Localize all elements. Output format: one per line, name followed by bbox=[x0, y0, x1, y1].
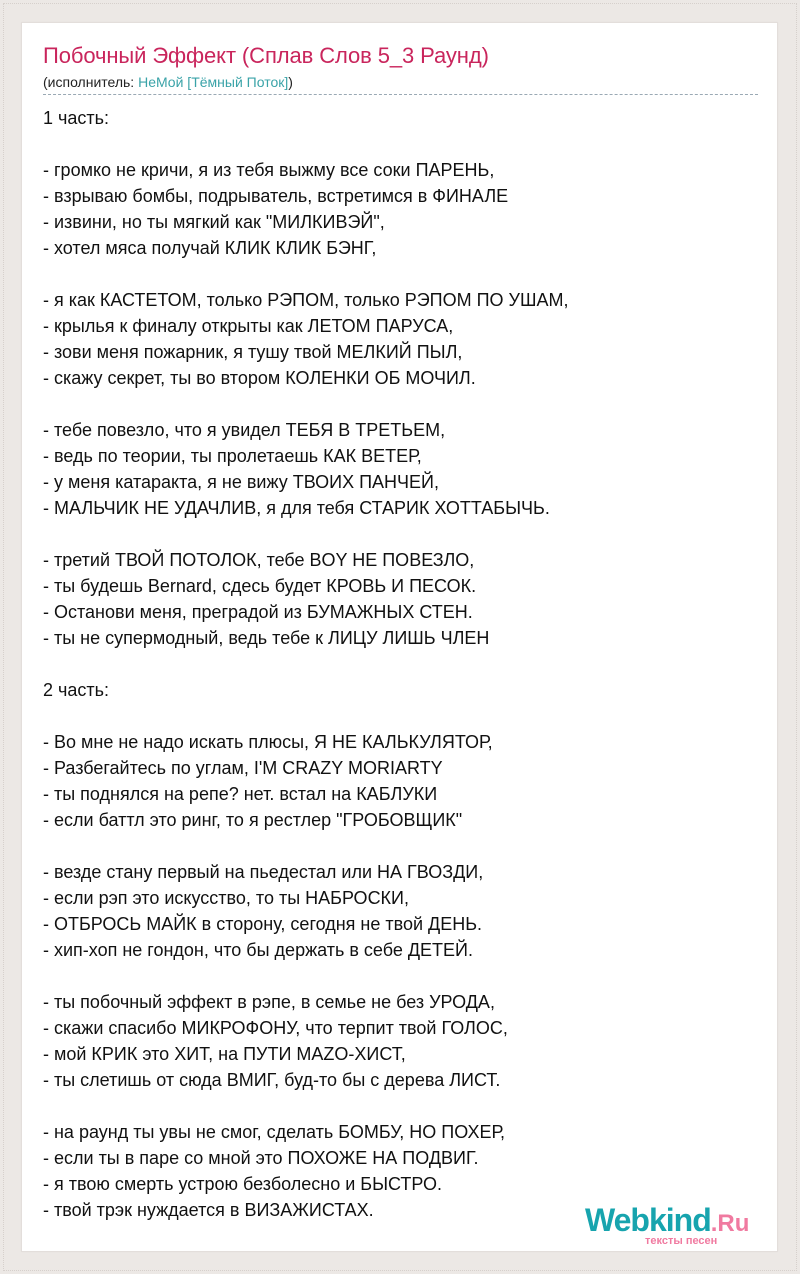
lyric-line: - взрываю бомбы, подрыватель, встретимся в ФИНАЛЕ bbox=[43, 186, 509, 206]
blank-line bbox=[43, 1093, 583, 1119]
blank-line bbox=[43, 521, 583, 547]
lyric-line: - МАЛЬЧИК НЕ УДАЧЛИВ, я для тебя СТАРИК ХОТТАБЫЧЬ. bbox=[43, 498, 550, 518]
artist-line bbox=[43, 74, 293, 91]
verse bbox=[43, 729, 583, 833]
lyric-line: - на раунд ты увы не смог, сделать БОМБУ, НО ПОХЕР, bbox=[43, 1122, 506, 1142]
webkind-logo[interactable] bbox=[585, 1203, 765, 1247]
lyric-line: - крылья к финалу открыты как ЛЕТОМ ПАРУСА, bbox=[43, 316, 454, 336]
verse bbox=[43, 989, 583, 1093]
lyric-line: - если ты в паре со мной это ПОХОЖЕ НА ПОДВИГ. bbox=[43, 1148, 479, 1168]
lyric-line: - ты слетишь от сюда ВМИГ, буд-то бы с дерева ЛИСТ. bbox=[43, 1070, 501, 1090]
verse bbox=[43, 157, 583, 261]
lyric-line: - я твою смерть устрою безболесно и БЫСТРО. bbox=[43, 1174, 443, 1194]
lyric-line: - у меня катаракта, я не вижу ТВОИХ ПАНЧЕЙ, bbox=[43, 472, 439, 492]
artist-link[interactable]: НеМой [Тёмный Поток] bbox=[138, 74, 289, 90]
artist-prefix: (исполнитель: bbox=[43, 74, 139, 90]
lyric-line: - везде стану первый на пьедестал или НА ГВОЗДИ, bbox=[43, 862, 484, 882]
lyric-line: - тебе повезло, что я увидел ТЕБЯ В ТРЕТЬЕМ, bbox=[43, 420, 446, 440]
lyric-line: - зови меня пожарник, я тушу твой МЕЛКИЙ ПЫЛ, bbox=[43, 342, 463, 362]
logo-main-text: Webkind bbox=[585, 1202, 711, 1238]
lyric-line: - я как КАСТЕТОМ, только РЭПОМ, только РЭПОМ ПО УШАМ, bbox=[43, 290, 569, 310]
lyric-line: - скажи спасибо МИКРОФОНУ, что терпит твой ГОЛОС, bbox=[43, 1018, 508, 1038]
verse bbox=[43, 547, 583, 651]
lyrics-text bbox=[43, 105, 583, 1223]
blank-line bbox=[43, 963, 583, 989]
lyric-line: - твой трэк нуждается в ВИЗАЖИСТАХ. bbox=[43, 1200, 374, 1220]
lyric-line: - третий ТВОЙ ПОТОЛОК, тебе BOY НЕ ПОВЕЗЛО, bbox=[43, 550, 475, 570]
part-1-label: 1 часть: bbox=[43, 108, 110, 128]
song-title: Побочный Эффект (Сплав Слов 5_3 Раунд) bbox=[43, 43, 489, 68]
lyric-line: - извини, но ты мягкий как "МИЛКИВЭЙ", bbox=[43, 212, 385, 232]
blank-line bbox=[43, 833, 583, 859]
blank-line bbox=[43, 391, 583, 417]
verse bbox=[43, 1119, 583, 1223]
lyric-line: - Во мне не надо искать плюсы, Я НЕ КАЛЬКУЛЯТОР, bbox=[43, 732, 493, 752]
lyric-line: - хип-хоп не гондон, что бы держать в себе ДЕТЕЙ. bbox=[43, 940, 473, 960]
lyric-line: - Останови меня, преградой из БУМАЖНЫХ СТЕН. bbox=[43, 602, 473, 622]
lyric-line: - скажу секрет, ты во втором КОЛЕНКИ ОБ МОЧИЛ. bbox=[43, 368, 476, 388]
artist-suffix: ) bbox=[288, 74, 293, 90]
lyric-line: - ты будешь Bernard, сдесь будет КРОВЬ И ПЕСОК. bbox=[43, 576, 477, 596]
logo-tagline: тексты песен bbox=[645, 1235, 718, 1247]
blank-line bbox=[43, 261, 583, 287]
lyric-line: - мой КРИК это ХИТ, на ПУТИ МАZО-ХИСТ, bbox=[43, 1044, 406, 1064]
title-divider bbox=[43, 94, 758, 95]
lyric-line: - если баттл это ринг, то я рестлер "ГРОБОВЩИК" bbox=[43, 810, 463, 830]
lyric-line: - Разбегайтесь по углам, I'M CRAZY MORIARTY bbox=[43, 758, 443, 778]
part-2-label: 2 часть: bbox=[43, 680, 110, 700]
lyric-line: - ты побочный эффект в рэпе, в семье не без УРОДА, bbox=[43, 992, 495, 1012]
lyrics-panel bbox=[21, 22, 778, 1252]
lyric-line: - громко не кричи, я из тебя выжму все соки ПАРЕНЬ, bbox=[43, 160, 495, 180]
logo-tld: .Ru bbox=[710, 1210, 750, 1237]
lyric-line: - ОТБРОСЬ МАЙК в сторону, сегодня не твой ДЕНЬ. bbox=[43, 914, 483, 934]
blank-line bbox=[43, 651, 583, 677]
lyric-line: - если рэп это искусство, то ты НАБРОСКИ, bbox=[43, 888, 409, 908]
lyric-line: - ты поднялся на репе? нет. встал на КАБЛУКИ bbox=[43, 784, 438, 804]
lyric-line: - ты не супермодный, ведь тебе к ЛИЦУ ЛИШЬ ЧЛЕН bbox=[43, 628, 490, 648]
verse bbox=[43, 417, 583, 521]
lyric-line: - хотел мяса получай КЛИК КЛИК БЭНГ, bbox=[43, 238, 377, 258]
verse bbox=[43, 859, 583, 963]
verse bbox=[43, 287, 583, 391]
lyric-line: - ведь по теории, ты пролетаешь КАК ВЕТЕР, bbox=[43, 446, 422, 466]
blank-line bbox=[43, 131, 583, 157]
blank-line bbox=[43, 703, 583, 729]
